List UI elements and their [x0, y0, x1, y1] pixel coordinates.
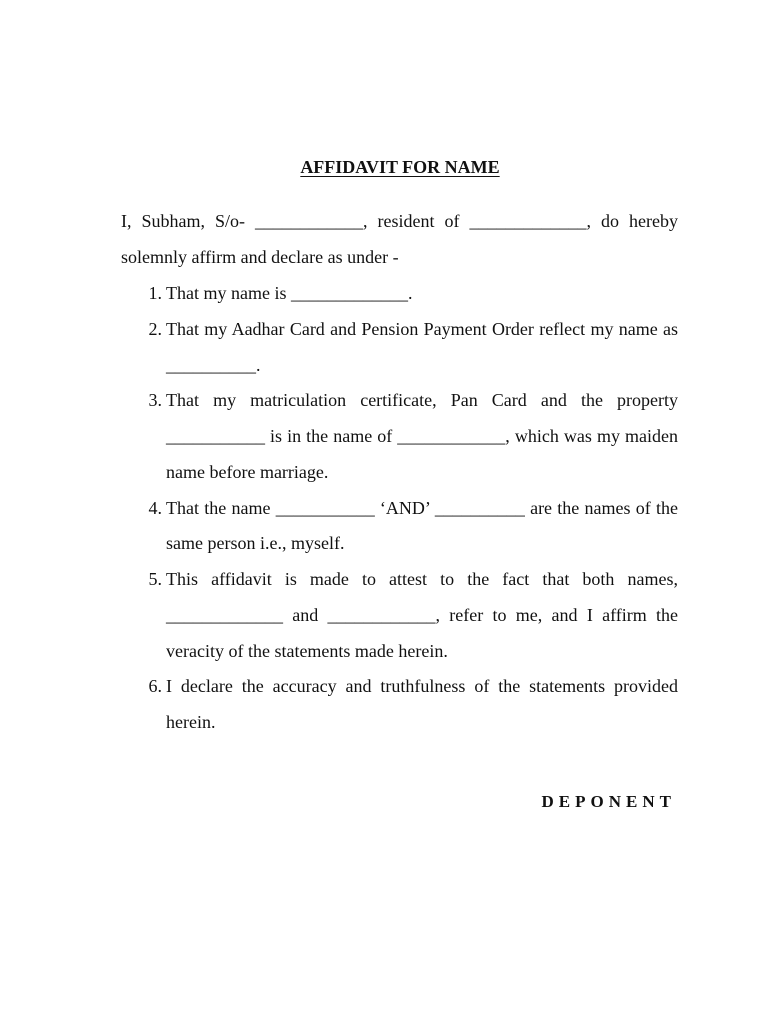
list-item: [0, 276, 768, 312]
list-item-text: That my Aadhar Card and Pension Payment Order reflect my name as __________.: [166, 318, 678, 375]
list-item-text: I declare the accuracy and truthfulness of the statements provided herein.: [166, 676, 678, 732]
list-item-number: 6.: [148, 676, 162, 697]
declaration-list: [0, 276, 768, 741]
list-item-text: That my matriculation certificate, Pan Card and the property ___________ is in the name of ____________, which was my maiden name before marriage.: [166, 390, 678, 482]
list-item-number: 1.: [148, 283, 162, 303]
intro-paragraph: I, Subham, S/o- ____________, resident of _____________, do hereby solemnly affirm and declare as under -: [121, 211, 678, 267]
list-item: [0, 383, 768, 490]
list-item: [0, 669, 768, 741]
list-item-text: This affidavit is made to attest to the fact that both names, _____________ and ____________, refer to me, and I affirm the veracity of the statements made herein.: [166, 569, 678, 661]
list-item: [0, 491, 768, 563]
list-item-number: 4.: [148, 497, 162, 518]
list-item-text: That my name is _____________.: [166, 283, 413, 303]
list-item-number: 5.: [148, 569, 162, 589]
document-title: AFFIDAVIT FOR NAME: [300, 157, 500, 177]
list-item-text: That the name ___________ ‘AND’ __________ are the names of the same person i.e., myself.: [166, 497, 678, 554]
list-item-number: 2.: [148, 318, 162, 339]
deponent-signature-label: DEPONENT: [541, 792, 676, 811]
list-item-number: 3.: [148, 390, 162, 411]
list-item: [0, 562, 768, 669]
list-item: [0, 312, 768, 384]
